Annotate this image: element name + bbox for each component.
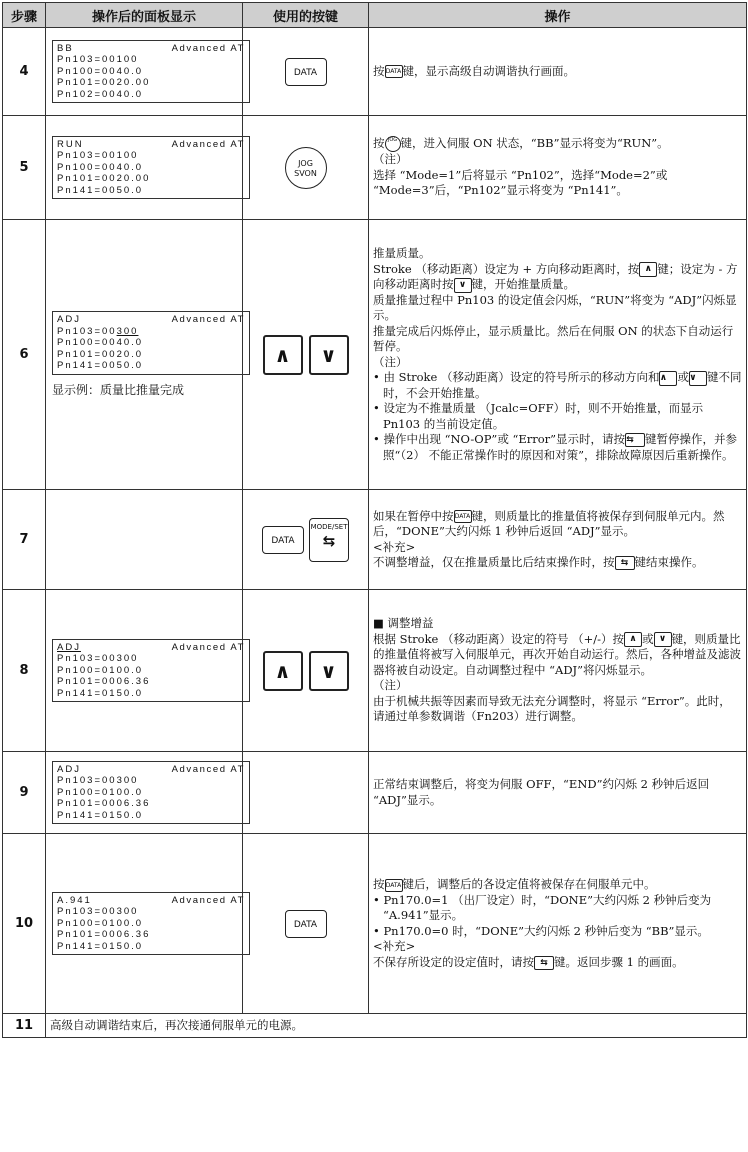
lcd-display [52,892,250,956]
mode-set-key-icon: ⇆ [625,433,645,447]
panel-display [46,590,243,752]
lcd-line: Pn103=00100 [57,150,139,162]
data-key-icon: DATA [385,879,403,892]
down-key-icon: ∨ [689,371,707,386]
lcd-state: RUN [57,138,84,150]
panel-display [46,220,243,490]
up-key-icon: ∧ [639,262,657,277]
lcd-text: Pn103=00 [57,325,117,337]
op-text: 不保存所设定的设定值时，请按 ⇆ 键。返回步骤 1 的画面。 [373,954,684,969]
data-key-icon: DATA [385,65,403,78]
down-key[interactable]: ∨ [309,335,349,375]
table-row [3,834,747,1014]
mode-set-key-icon: ⇆ [534,956,554,970]
op-bullet: • 操作中出现 “NO-OP”或 “Error”显示时，请按⇆ 键暂停操作，并参照“（2） 不能正常操作时的原因和对策”，排除故障原因后重新操作。 [373,432,738,462]
lcd-line: Pn141=0150.0 [57,940,144,952]
lcd-line: Pn101=0020.00 [57,77,151,89]
panel-display [46,752,243,834]
keys-cell [243,116,369,220]
op-text: 键，进入伺服 ON 状态，“BB”显示将变为“RUN”。 [400,136,669,151]
operation-text [369,490,747,590]
table-row [3,220,747,490]
op-text: Stroke （移动距离）设定为 + 方向移动距离时，按 ∧ 键；设定为 - 方向移动距离时按 ∨ 键，开始推量质量。 [373,261,738,291]
mode-set-key[interactable] [309,518,349,562]
op-text: 质量推量过程中 Pn103 的设定值会闪烁，“RUN”将变为 “ADJ”闪烁显示。 [373,292,737,322]
key-label: SVON [294,168,317,178]
lcd-display [52,761,250,825]
operation-text [369,834,747,1014]
key-arrow: ⇆ [322,531,336,550]
lcd-line: Pn101=0020.0 [57,348,144,360]
key-label: MODE/SET [310,522,348,531]
lcd-line: Pn141=0050.0 [57,184,144,196]
op-text: 正常结束调整后，将变为伺服 OFF，“END”约闪烁 2 秒钟后返回 “ADJ”显示。 [373,777,710,807]
lcd-state: ADJ [57,641,81,653]
lcd-line [57,326,245,338]
operation-text [369,590,747,752]
op-text: 由于机械共振等因素而导致无法充分调整时，将显示 “Error”。此时，请通过单参数调谐（Fn203）进行调整。 [373,693,731,724]
header-operation: 操作 [369,3,747,28]
up-key-icon: ∧ [624,632,642,647]
lcd-display [52,136,250,200]
up-key[interactable]: ∧ [263,335,303,375]
op-bullet: • 由 Stroke （移动距离）设定的符号所示的移动方向和∧ 或∨ 键不同时，不会开始推量。 [373,370,742,400]
step-number: 7 [3,490,46,590]
lcd-line: Pn101=0006.36 [57,676,151,688]
lcd-mode: Advanced AT [171,641,245,653]
lcd-line: Pn102=0040.0 [57,88,144,100]
lcd-line: Pn101=0020.00 [57,173,151,185]
op-bullet: • Pn170.0=1 （出厂设定）时，“DONE”大约闪烁 2 秒钟后变为 “A.941”显示。 [373,892,712,922]
header-row [3,3,747,28]
op-bullet: • Pn170.0=0 时，“DONE”大约闪烁 2 秒钟后变为 “BB”显示。 [373,923,709,938]
mode-set-key-icon: ⇆ [615,556,635,570]
header-keys: 使用的按键 [243,3,369,28]
data-key-icon: DATA [454,510,472,523]
lcd-line: Pn100=0100.0 [57,664,144,676]
op-heading: ■ 调整增益 [373,616,434,631]
lcd-line: Pn103=00300 [57,653,139,665]
display-caption: 显示例：质量比推量完成 [52,382,185,397]
op-text: 键，显示高级自动调谐执行画面。 [402,63,575,78]
lcd-display [52,311,250,375]
step-number: 10 [3,834,46,1014]
table-row [3,490,747,590]
lcd-mode: Advanced AT [171,763,245,775]
lcd-line: Pn103=00300 [57,906,139,918]
up-key[interactable]: ∧ [263,651,303,691]
lcd-line: Pn100=0040.0 [57,65,144,77]
key-label: JOG [298,158,313,168]
lcd-mode: Advanced AT [171,42,245,54]
lcd-state: ADJ [57,314,81,326]
lcd-line: Pn141=0150.0 [57,809,144,821]
lcd-line: Pn103=00100 [57,54,139,66]
keys-cell [243,752,369,834]
lcd-state: ADJ [57,763,81,775]
keys-cell [243,834,369,1014]
lcd-line: Pn101=0006.36 [57,798,151,810]
lcd-state: BB [57,42,74,54]
panel-display [46,28,243,116]
step-number: 8 [3,590,46,752]
op-text: 如果在暂停中按DATA键，则质量比的推量值将被保存到伺服单元内。然后，“DONE”大约闪烁 1 秒钟后返回 “ADJ”显示。 [373,508,725,538]
op-note: <补充> [373,539,416,554]
lcd-display [52,639,250,703]
keys-cell [243,220,369,490]
procedure-table [2,2,747,1038]
lcd-line: Pn141=0150.0 [57,687,144,699]
panel-display [46,490,243,590]
op-note: （注） [373,152,408,167]
step-number: 5 [3,116,46,220]
panel-display [46,834,243,1014]
operation-text [369,28,747,116]
op-bullet: • 设定为不推量质量 （Jcalc=OFF）时，则不开始推量，而显示 Pn103 的当前设定值。 [373,401,704,431]
op-text: 推量完成后闪烁停止，显示质量比。然后在伺服 ON 的状态下自动运行暂停。 [373,323,734,353]
keys-cell [243,28,369,116]
keys-cell [243,590,369,752]
up-key-icon: ∧ [659,371,677,386]
keys-cell [243,490,369,590]
header-panel: 操作后的面板显示 [46,3,243,28]
lcd-mode: Advanced AT [171,138,245,150]
down-key[interactable]: ∨ [309,651,349,691]
down-key-icon: ∨ [454,278,472,293]
down-key-icon: ∨ [654,632,672,647]
step-number: 11 [3,1014,46,1038]
lcd-line: Pn100=0100.0 [57,786,144,798]
op-note: （注） [373,354,408,369]
op-note: <补充> [373,939,416,953]
lcd-state: A.941 [57,894,92,906]
panel-display [46,116,243,220]
operation-text [369,752,747,834]
lcd-line: Pn101=0006.36 [57,929,151,941]
table-row [3,752,747,834]
data-key[interactable]: DATA [285,58,327,86]
operation-text [369,220,747,490]
step-number: 4 [3,28,46,116]
op-text: 不调整增益，仅在推量质量比后结束操作时，按 ⇆ 键结束操作。 [373,555,704,569]
data-key[interactable]: DATA [262,526,304,554]
op-text: 按 [373,136,385,151]
table-row [3,590,747,752]
op-note: （注） [373,678,408,693]
jog-svon-key-icon: JOG [385,136,401,152]
operation-text: 高级自动调谐结束后，再次接通伺服单元的电源。 [46,1014,747,1038]
step-number: 9 [3,752,46,834]
header-step: 步骤 [3,3,46,28]
table-row [3,1014,747,1038]
lcd-display [52,40,250,104]
operation-text [369,116,747,220]
data-key[interactable]: DATA [285,910,327,938]
lcd-line: Pn141=0050.0 [57,360,144,372]
op-text: 选择 “Mode=1”后将显示 “Pn102”，选择“Mode=2”或 “Mode=3”后，“Pn102”显示将变为 “Pn141”。 [373,167,668,198]
lcd-line: Pn100=0100.0 [57,917,144,929]
lcd-blink-value: 300 [116,325,139,337]
lcd-mode: Advanced AT [171,894,245,906]
op-text: 按 [373,63,385,78]
lcd-line: Pn103=00300 [57,775,139,787]
lcd-line: Pn100=0040.0 [57,161,144,173]
table-row [3,116,747,220]
table-row [3,28,747,116]
op-text: 按DATA键后，调整后的各设定值将被保存在伺服单元中。 [373,877,656,891]
lcd-line: Pn100=0040.0 [57,337,144,349]
jog-svon-key[interactable] [285,147,327,189]
step-number: 6 [3,220,46,490]
lcd-mode: Advanced AT [171,314,245,326]
op-text: 根据 Stroke （移动距离）设定的符号 （+/-）按 ∧ 或 ∨ 键，则质量比的推量值将被写入伺服单元，再次开始自动运行。然后，各种增益及滤波器将被自动设定。自动调整过程中 “ADJ”将闪烁显示。 [373,631,741,677]
op-text: 推量质量。 [373,246,431,260]
